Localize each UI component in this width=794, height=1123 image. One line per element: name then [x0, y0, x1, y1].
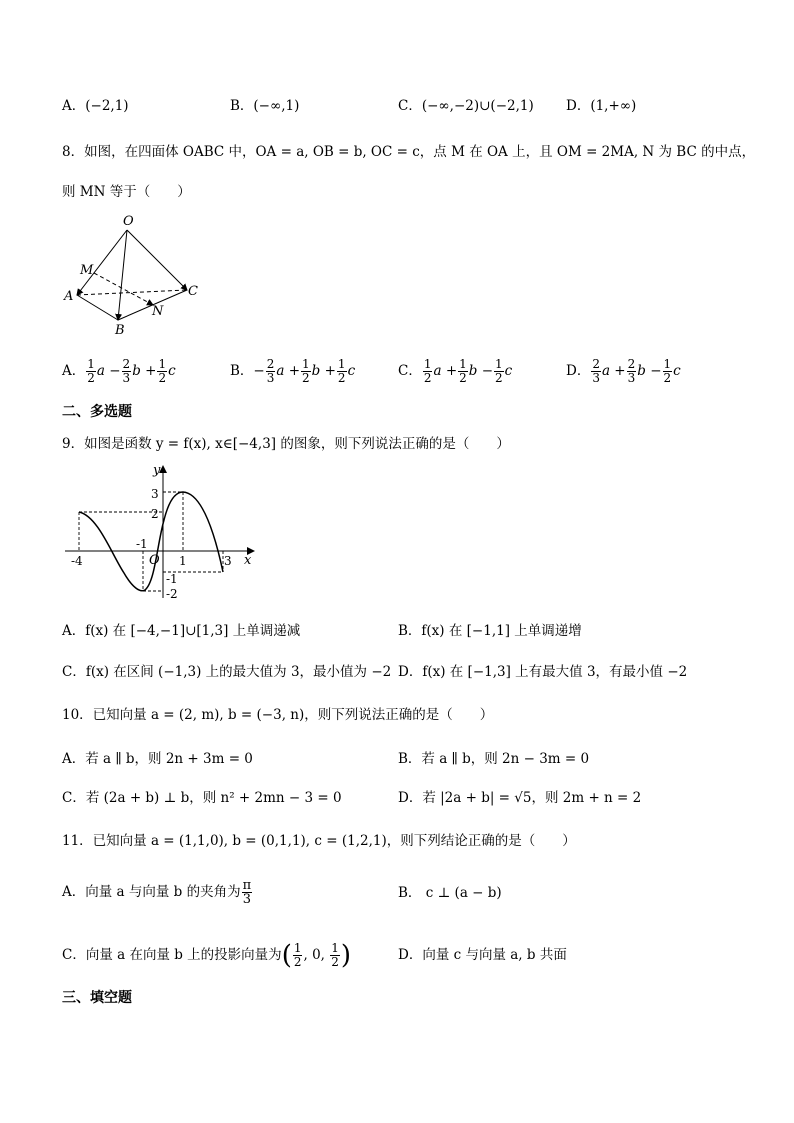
q9-stem: 9．如图是函数 y = f(x), x∈[−4,3] 的图象，则下列说法正确的是（ ）: [62, 436, 510, 452]
q11-option-b: B． c ⊥ (a − b): [398, 885, 502, 901]
q9-option-d: D．f(x) 在 [−1,3] 上有最大值 3，有最小值 −2: [398, 664, 688, 680]
tick-y-3: 3: [151, 487, 159, 501]
graph-x-label: x: [244, 553, 252, 568]
q9-function-graph: [60, 460, 260, 605]
q8-option-b: B．− $\frac{2}{3}$ a + $\frac{1}{2}$ b + $\frac{1}{2}$ c: [230, 357, 356, 385]
q9-option-a: A．f(x) 在 [−4,−1]∪[1,3] 上单调递减: [62, 623, 301, 639]
label-n: N: [152, 304, 164, 319]
q7-option-a: A．(−2,1): [62, 98, 129, 114]
tick-x-1: 1: [179, 554, 187, 568]
label-m: M: [80, 263, 94, 278]
q10-option-b: B．若 a ∥ b，则 2n − 3m = 0: [398, 751, 590, 767]
q11-option-c: C．向量 a 在向量 b 上的投影向量为( $\frac{1}{2}$ , 0, $\frac{1}{2}$ ): [62, 940, 352, 971]
label-o: O: [123, 214, 134, 229]
q10-option-c: C．若 (2a + b) ⊥ b，则 n² + 2mn − 3 = 0: [62, 790, 342, 806]
q10-stem: 10．已知向量 a = (2, m), b = (−3, n)，则下列说法正确的是（ ）: [62, 707, 494, 723]
tick-x-minus1: -1: [136, 537, 148, 551]
q10-option-a: A．若 a ∥ b，则 2n + 3m = 0: [62, 751, 253, 767]
label-a: A: [64, 289, 74, 304]
q9-option-c: C．f(x) 在区间 (−1,3) 上的最大值为 3，最小值为 −2: [62, 664, 392, 680]
graph-y-label: y: [153, 463, 161, 478]
q11-stem: 11．已知向量 a = (1,1,0), b = (0,1,1), c = (1,2,1)，则下列结论正确的是（ ）: [62, 833, 576, 849]
section-title-fill-in: 三、填空题: [62, 990, 132, 1006]
tick-y-minus2: -2: [166, 587, 178, 601]
label-b: B: [115, 323, 125, 335]
tick-y-2: 2: [151, 507, 159, 521]
tick-x-minus4: -4: [71, 554, 83, 568]
q11-option-d: D．向量 c 与向量 a, b 共面: [398, 947, 567, 963]
q9-option-b: B．f(x) 在 [−1,1] 上单调递增: [398, 623, 582, 639]
q8-option-d: D． $\frac{2}{3}$ a + $\frac{2}{3}$ b − $\frac{1}{2}$ c: [566, 357, 681, 385]
tick-y-minus1: -1: [166, 572, 178, 586]
graph-origin-label: O: [149, 553, 160, 568]
q11-option-a: A．向量 a 与向量 b 的夹角为 $\frac{\pi}{3}$: [62, 878, 252, 907]
section-title-multi-choice: 二、多选题: [62, 404, 132, 420]
q8-option-a: A． $\frac{1}{2}$ a − $\frac{2}{3}$ b + $\frac{1}{2}$ c: [62, 357, 176, 385]
tick-x-3: 3: [224, 554, 232, 568]
q7-option-c: C．(−∞,−2)∪(−2,1): [398, 98, 534, 114]
q7-option-b: B．(−∞,1): [230, 98, 300, 114]
q8-stem-line1: 8．如图，在四面体 OABC 中，OA = a, OB = b, OC = c，点 M 在 OA 上，且 OM = 2MA, N 为 BC 的中点，: [62, 144, 756, 160]
q8-option-c: C． $\frac{1}{2}$ a + $\frac{1}{2}$ b − $\frac{1}{2}$ c: [398, 357, 513, 385]
q8-stem-line2: 则 MN 等于（ ）: [62, 184, 191, 200]
q7-option-d: D．(1,+∞): [566, 98, 637, 114]
q8-tetrahedron-figure: [60, 210, 210, 335]
label-c: C: [188, 284, 198, 299]
q10-option-d: D．若 |2a + b| = √5，则 2m + n = 2: [398, 790, 642, 806]
